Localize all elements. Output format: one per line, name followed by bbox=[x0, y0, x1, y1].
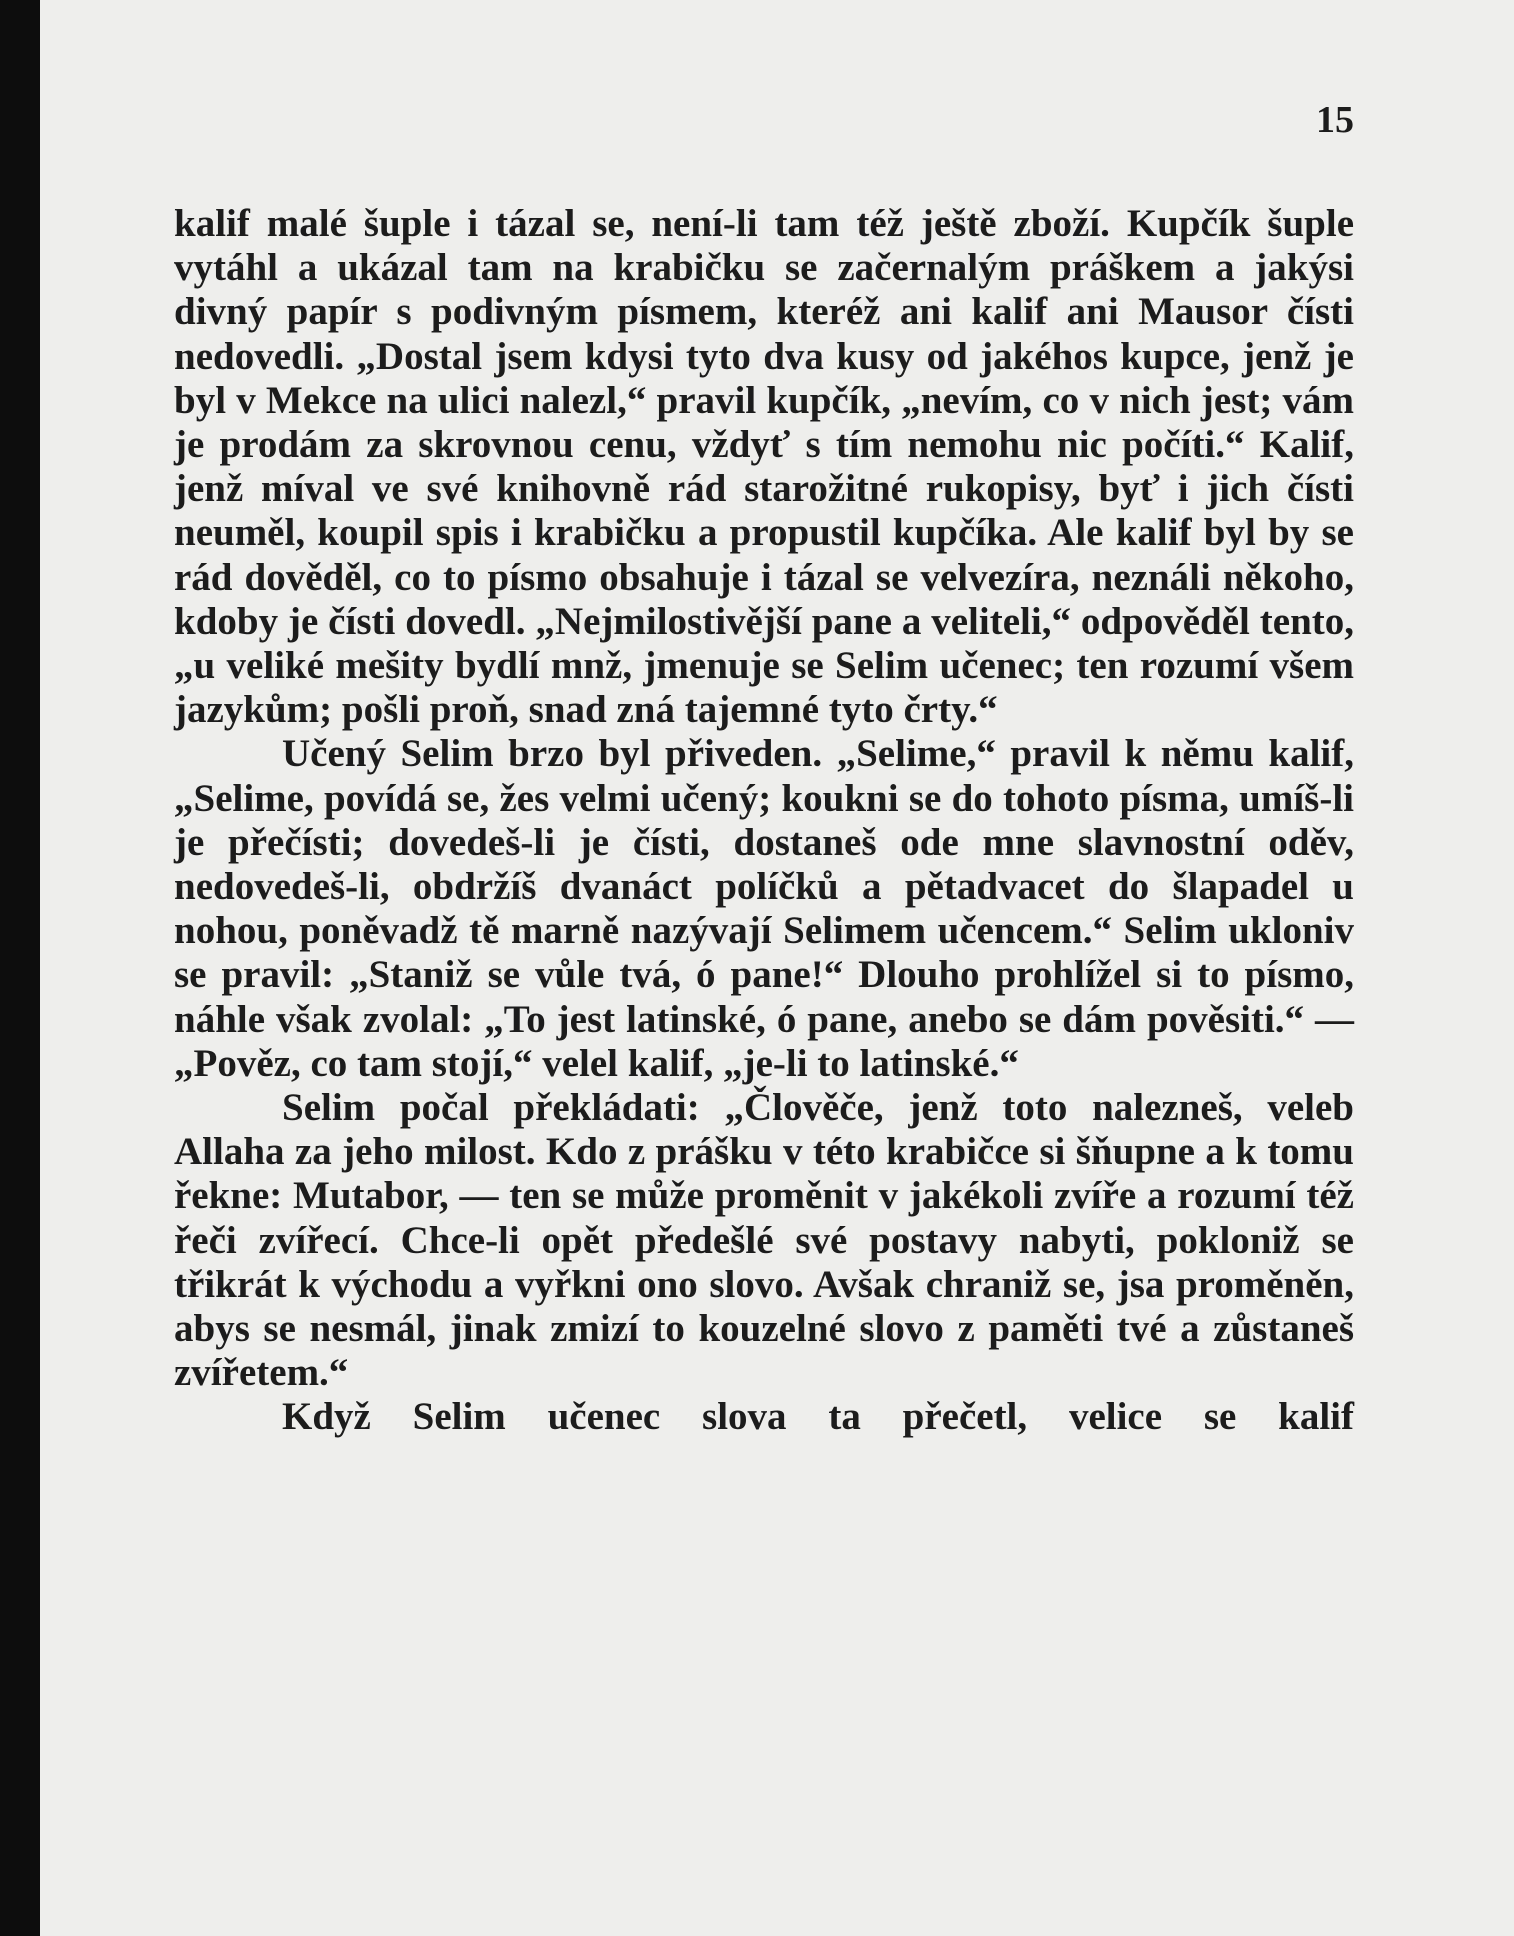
paragraph: Učený Selim brzo byl přiveden. „Selime,“ pravil k němu kalif, „Selime, povídá se, žes velmi učený; koukni se do tohoto písma, umíš-li je přečísti; dovedeš-li je čísti, dostaneš ode mne slavnostní oděv, nedovedeš-li, obdržíš dvanáct políčků a pětadvacet do šlapadel u nohou, poněvadž tě marně nazývají Selimem učencem.“ Selim ukloniv se pravil: „Staniž se vůle tvá, ó pane!“ Dlouho prohlížel si to písmo, náhle však zvolal: „To jest latinské, ó pane, anebo se dám pověsiti.“ — „Pověz, co tam stojí,“ velel kalif, „je-li to latinské.“ bbox=[174, 732, 1354, 1085]
paragraph: Když Selim učenec slova ta přečetl, velice se kalif bbox=[282, 1395, 1354, 1439]
scan-left-edge bbox=[0, 0, 40, 1936]
page-number: 15 bbox=[1316, 99, 1354, 141]
paragraph: kalif malé šuple i tázal se, není-li tam též ještě zboží. Kupčík šuple vytáhl a ukázal tam na krabičku se začernalým práškem a jakýsi divný papír s podivným písmem, kteréž ani kalif ani Mausor čísti nedovedli. „Dostal jsem kdysi tyto dva kusy od jakéhos kupce, jenž je byl v Mekce na ulici nalezl,“ pravil kupčík, „nevím, co v nich jest; vám je prodám za skrovnou cenu, vždyť s tím nemohu nic počíti.“ Kalif, jenž míval ve své knihovně rád starožitné rukopisy, byť i jich čísti neuměl, koupil spis i krabičku a propustil kupčíka. Ale kalif byl by se rád dověděl, co to písmo obsahuje i tázal se velvezíra, neználi někoho, kdoby je čísti dovedl. „Nejmilostivější pane a veliteli,“ odpověděl tento, „u veliké mešity bydlí mnž, jmenuje se Selim učenec; ten rozumí všem jazykům; pošli proň, snad zná tajemné tyto črty.“ bbox=[174, 202, 1354, 732]
paragraph: Selim počal překládati: „Člověče, jenž toto nalezneš, veleb Allaha za jeho milost. Kdo z prášku v této krabičce si šňupne a k tomu řekne: Mutabor, — ten se může proměnit v jakékoli zvíře a rozumí též řeči zvířecí. Chce-li opět předešlé své postavy nabyti, pokloniž se třikrát k východu a vyřkni ono slovo. Avšak chraniž se, jsa proměněn, abys se nesmál, jinak zmizí to kouzelné slovo z paměti tvé a zůstaneš zvířetem.“ bbox=[174, 1086, 1354, 1395]
body-text bbox=[174, 202, 1354, 1440]
